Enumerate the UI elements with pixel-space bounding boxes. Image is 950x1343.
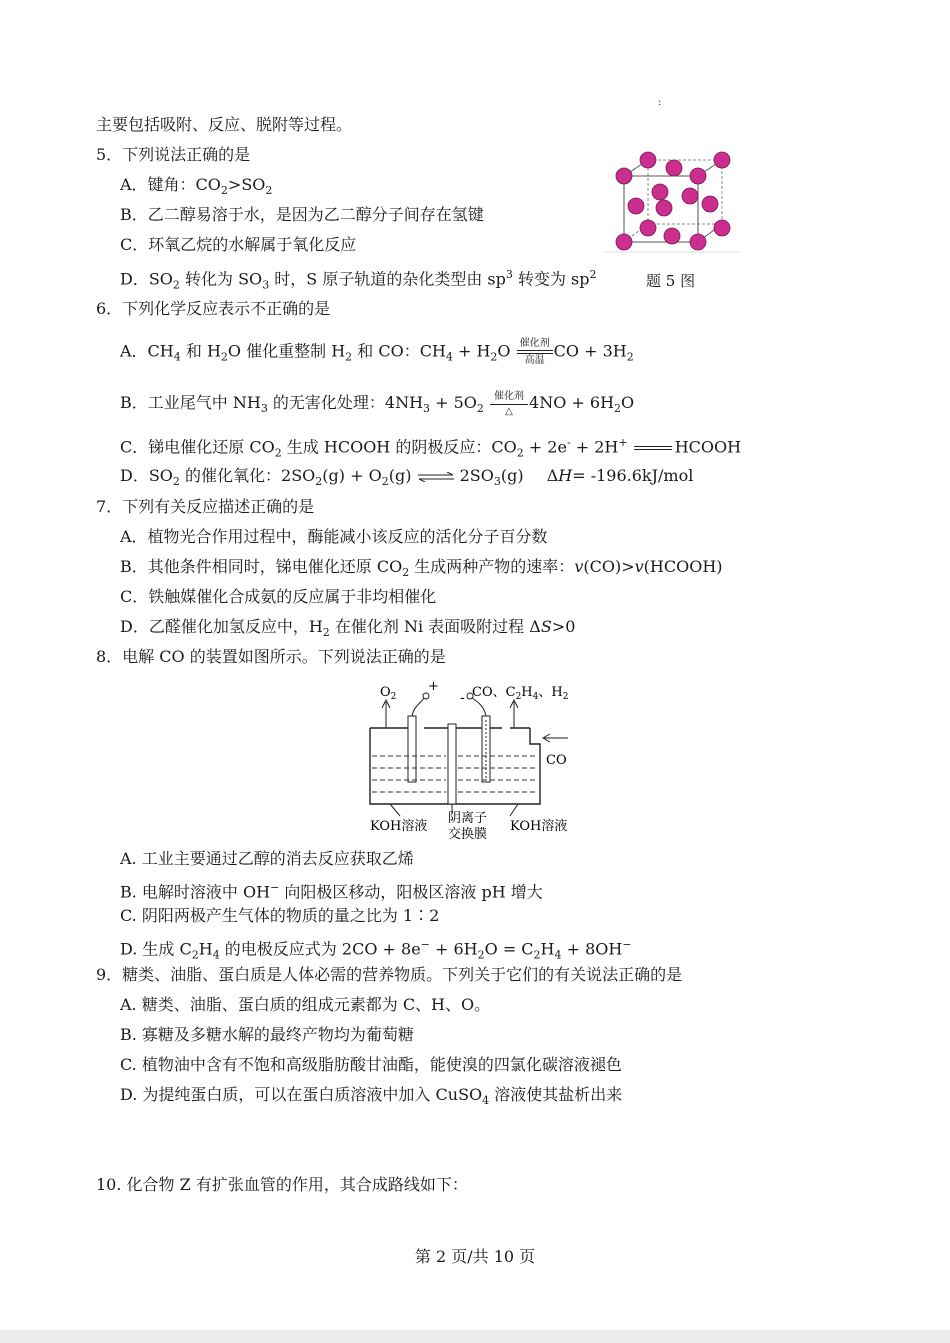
q5-option-c: C．环氧乙烷的水解属于氧化反应 <box>120 235 357 254</box>
q7-stem: 7．下列有关反应描述正确的是 <box>96 497 315 516</box>
membrane-label-1: 阴离子 <box>448 811 488 826</box>
crystal-cell-figure <box>600 146 750 262</box>
q10-stem: 10. 化合物 Z 有扩张血管的作用，其合成路线如下： <box>96 1175 468 1194</box>
reversible-arrow-icon <box>417 472 455 482</box>
left-solution-label: KOH溶液 <box>370 819 428 834</box>
q7-option-a: A．植物光合作用过程中，酶能减小该反应的活化分子百分数 <box>120 527 548 546</box>
q9-option-c: C. 植物油中含有不饱和高级脂肪酸甘油酯，能使溴的四氯化碳溶液褪色 <box>120 1055 622 1074</box>
q6-option-a: A．$CH_4$ 和 $H_2O$ 催化重整制 $H_2$ 和 CO：$CH_4 + H_2O$ 催化剂 高温 CO + $3H_2$ <box>120 338 634 366</box>
scan-edge <box>0 1330 950 1343</box>
q9-option-d: D. 为提纯蛋白质，可以在蛋白质溶液中加入 CuSO$_4$ 溶液使其盐析出来 <box>120 1085 623 1108</box>
q6b-condition: 催化剂 △ <box>490 391 528 417</box>
q6a-condition: 催化剂 高温 <box>517 338 553 366</box>
membrane-label-2: 交换膜 <box>448 827 488 842</box>
q6-option-b: B．工业尾气中 $NH_3$ 的无害化处理：$4NH_3 + 5O_2$ 催化剂 △ $4NO + 6H_2O$ <box>120 390 635 417</box>
q6-option-c: C．锑电催化还原 $CO_2$ 生成 HCOOH 的阴极反应：$CO_2 + 2e^- + 2H^+$ HCOOH <box>120 436 742 460</box>
q7-option-d: D．乙醛催化加氢反应中，$H_2$ 在催化剂 Ni 表面吸附过程 ΔS>0 <box>120 617 576 640</box>
q6c-equals <box>634 445 674 451</box>
q8-option-a: A. 工业主要通过乙醇的消去反应获取乙烯 <box>120 849 414 868</box>
right-solution-label: KOH溶液 <box>510 819 568 834</box>
q5-option-b: B．乙二醇易溶于水，是因为乙二醇分子间存在氢键 <box>120 205 484 224</box>
q5-option-d: D．$SO_2$ 转化为 $SO_3$ 时，S 原子轨道的杂化类型由 $sp^3$ 转变为 $sp^2$ <box>120 268 597 292</box>
cathode-minus-label: - <box>460 690 465 706</box>
electrolysis-apparatus-figure <box>360 676 600 844</box>
q8-option-c: C. 阴阳两极产生气体的物质的量之比为 1∶2 <box>120 906 440 925</box>
q8-stem: 8．电解 CO 的装置如图所示。下列说法正确的是 <box>96 647 446 666</box>
q5-stem: 5．下列说法正确的是 <box>96 145 251 164</box>
q5-figure-caption: 题 5 图 <box>646 272 696 290</box>
page-number: 第 2 页/共 10 页 <box>414 1247 536 1266</box>
q7-option-c: C．铁触媒催化合成氨的反应属于非均相催化 <box>120 587 437 606</box>
q5-option-a: A．键角：$CO_2>SO_2$ <box>120 175 273 198</box>
q9-stem: 9．糖类、油脂、蛋白质是人体必需的营养物质。下列关于它们的有关说法正确的是 <box>96 965 683 984</box>
cathode-gases-label: CO、$C_2H_4$、$H_2$ <box>472 685 569 702</box>
corner-mark: : <box>658 97 662 108</box>
q9-option-a: A. 糖类、油脂、蛋白质的组成元素都为 C、H、O。 <box>120 995 491 1014</box>
q9-option-b: B. 寡糖及多糖水解的最终产物均为葡萄糖 <box>120 1025 414 1044</box>
intro-line: 主要包括吸附、反应、脱附等过程。 <box>96 115 353 134</box>
q8-option-b: B. 电解时溶液中 OH− 向阳极区移动，阳极区溶液 pH 增大 <box>120 881 543 902</box>
q6-option-d: D．$SO_2$ 的催化氧化：$2SO_2(g) + O_2(g)$ $2SO_3(g)$ ΔH= -196.6kJ/mol <box>120 466 694 489</box>
o2-label: $O_2$ <box>380 685 397 702</box>
q8-option-d: D. 生成 $C_2H_4$ 的电极反应式为 $2CO + 8e^- + 6H_2O = C_2H_4 + 8OH^-$ <box>120 938 632 962</box>
q6-stem: 6．下列化学反应表示不正确的是 <box>96 299 331 318</box>
co-inlet-label: CO <box>546 753 567 768</box>
q7-option-b: B．其他条件相同时，锑电催化还原 $CO_2$ 生成两种产物的速率：v(CO)>v(HCOOH) <box>120 557 723 580</box>
anode-plus-label: + <box>428 679 439 694</box>
